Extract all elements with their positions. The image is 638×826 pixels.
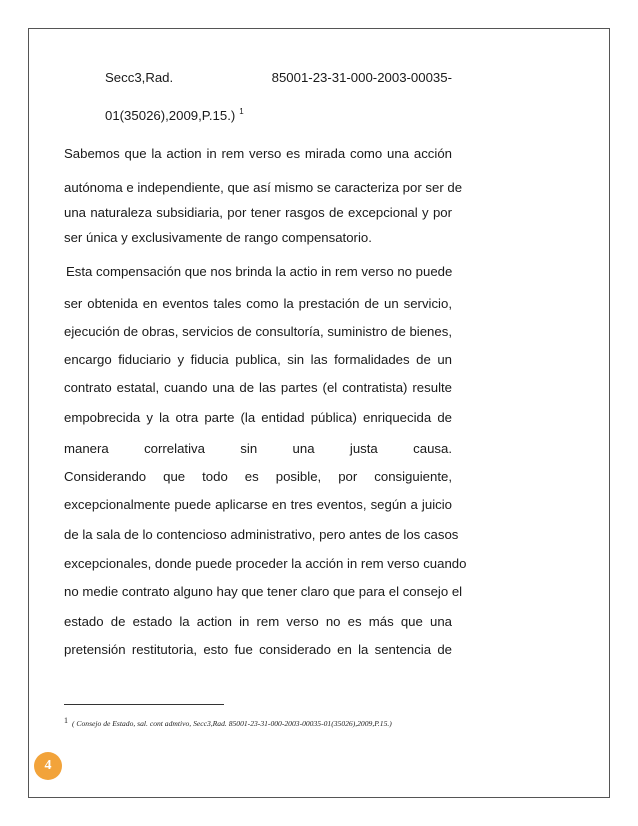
- body-line: ejecución de obras, servicios de consultoría, suministro de bienes,: [64, 324, 452, 339]
- body-line: excepcionalmente puede aplicarse en tres eventos, según a juicio: [64, 497, 452, 512]
- body-line: de la sala de lo contencioso administrativo, pero antes de los casos: [64, 527, 459, 542]
- footnote-number: 1: [64, 716, 68, 725]
- footnote-reference[interactable]: 1: [239, 107, 244, 116]
- citation-radicado-suffix: 01(35026),2009,P.15.): [105, 108, 236, 123]
- citation-section-rad: Secc3,Rad.: [105, 70, 174, 85]
- body-line: pretensión restitutoria, esto fue considerado en la sentencia de: [64, 642, 452, 657]
- body-line: Sabemos que la action in rem verso es mirada como una acción: [64, 146, 452, 161]
- body-line: contrato estatal, cuando una de las partes (el contratista) resulte: [64, 380, 452, 395]
- footnote-text: ( Consejo de Estado, sal. cont admtivo, Secc3,Rad. 85001-23-31-000-2003-00035-01(35026),2009,P.15.): [72, 719, 392, 728]
- body-line: Esta compensación que nos brinda la actio in rem verso no puede: [66, 264, 453, 279]
- body-line: empobrecida y la otra parte (la entidad pública) enriquecida de: [64, 410, 452, 425]
- page-number: 4: [44, 758, 52, 773]
- body-line: autónoma e independiente, que así mismo se caracteriza por ser de: [64, 180, 463, 195]
- body-line: una naturaleza subsidiaria, por tener rasgos de excepcional y por: [64, 205, 452, 220]
- citation-line-1: [105, 70, 452, 86]
- body-line: manera correlativa sin una justa causa.: [64, 441, 452, 456]
- body-line: Considerando que todo es posible, por consiguiente,: [64, 469, 452, 484]
- citation-line-2: [105, 104, 452, 124]
- body-line: excepcionales, donde puede proceder la acción in rem verso cuando: [64, 556, 467, 571]
- body-line: no medie contrato alguno hay que tener claro que para el consejo el: [64, 584, 463, 599]
- body-line: encargo fiduciario y fiducia publica, sin las formalidades de un: [64, 352, 452, 367]
- body-line: estado de estado la action in rem verso no es más que una: [64, 614, 452, 629]
- body-line: ser única y exclusivamente de rango compensatorio.: [64, 230, 372, 245]
- footnote: [64, 716, 464, 729]
- footnote-separator: [64, 704, 224, 705]
- body-line: ser obtenida en eventos tales como la prestación de un servicio,: [64, 296, 452, 311]
- page-number-badge: [34, 752, 62, 780]
- citation-radicado-number: 85001-23-31-000-2003-00035-: [271, 70, 452, 85]
